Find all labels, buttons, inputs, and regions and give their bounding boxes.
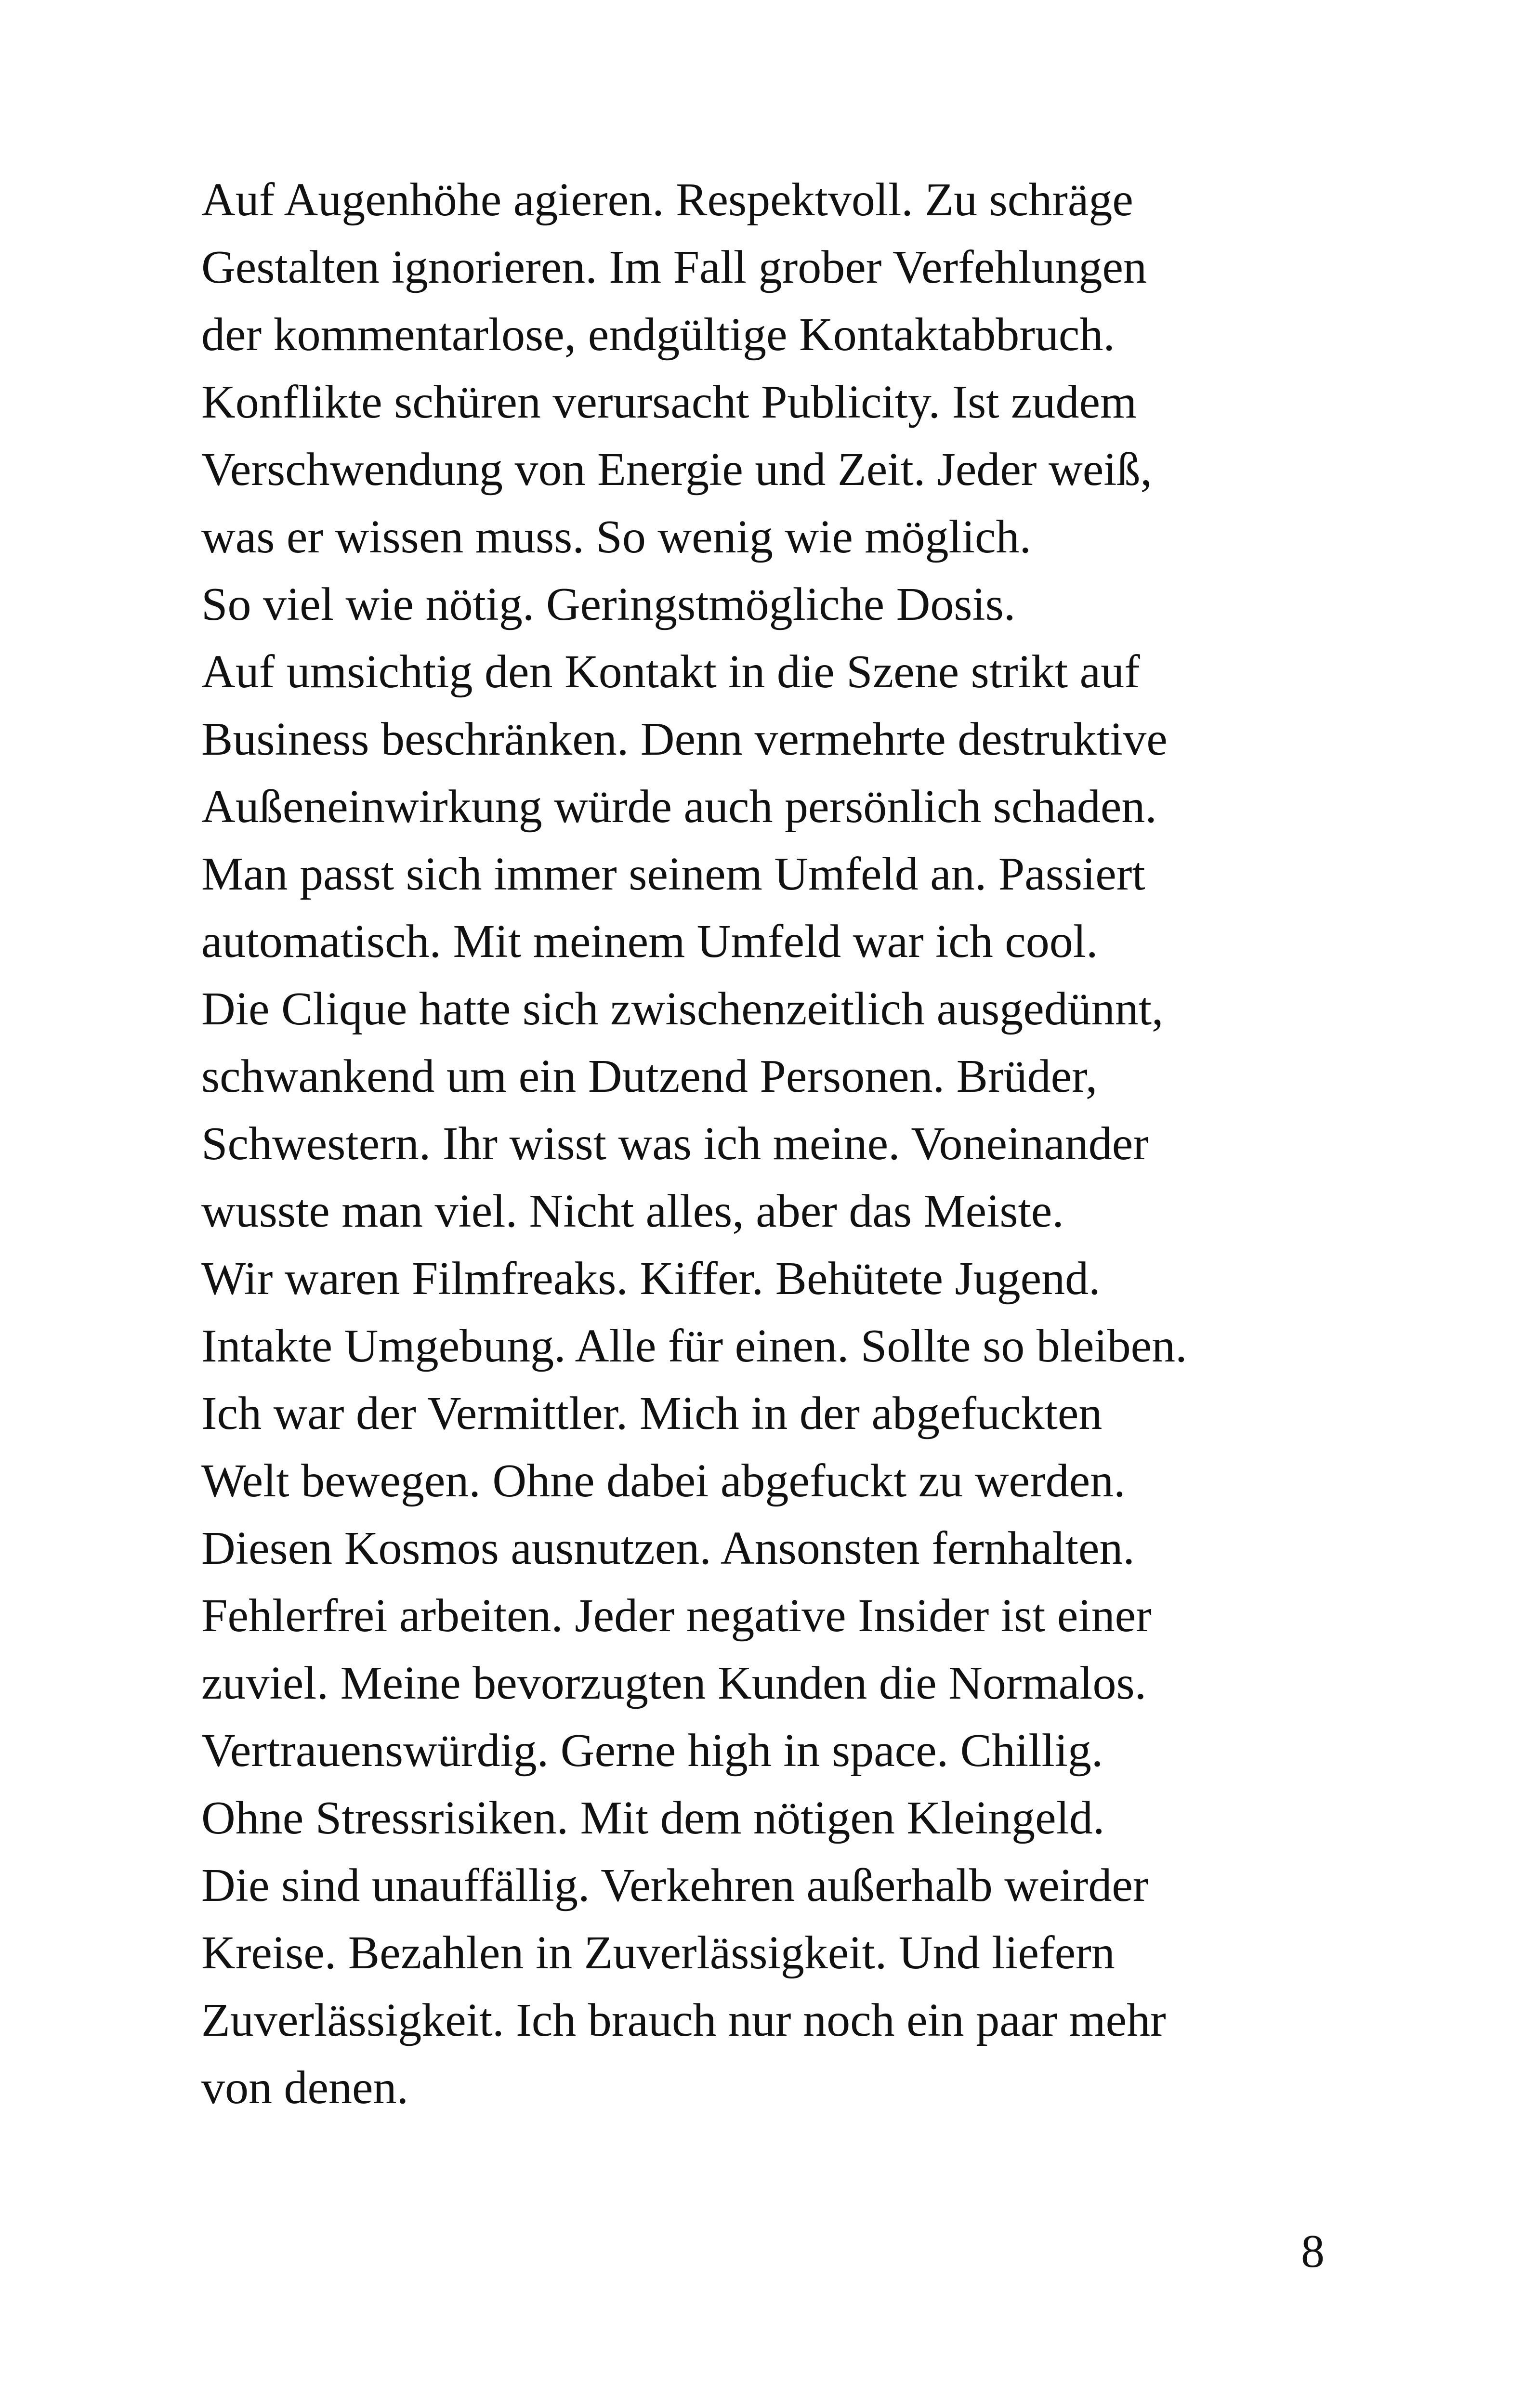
- text-line: Intakte Umgebung. Alle für einen. Sollte so bleiben.: [201, 1320, 1187, 1372]
- text-line: Die sind unauffällig. Verkehren außerhalb weirder: [201, 1859, 1149, 1911]
- text-line: Zuverlässigkeit. Ich brauch nur noch ein paar mehr: [201, 1994, 1166, 2046]
- text-line: was er wissen muss. So wenig wie möglich.: [201, 511, 1031, 563]
- text-line: Auf Augenhöhe agieren. Respektvoll. Zu schräge: [201, 174, 1133, 226]
- text-line: Außeneinwirkung würde auch persönlich schaden.: [201, 781, 1157, 833]
- text-line: Ohne Stressrisiken. Mit dem nötigen Kleingeld.: [201, 1792, 1105, 1844]
- text-line: Wir waren Filmfreaks. Kiffer. Behütete Jugend.: [201, 1253, 1101, 1305]
- text-line: schwankend um ein Dutzend Personen. Brüder,: [201, 1050, 1098, 1102]
- text-line: der kommentarlose, endgültige Kontaktabbruch.: [201, 309, 1115, 361]
- body-text: [201, 166, 1348, 2121]
- page-number: 8: [1301, 2225, 1325, 2277]
- text-line: Verschwendung von Energie und Zeit. Jeder weiß,: [201, 444, 1152, 496]
- text-line: von denen.: [201, 2062, 408, 2114]
- text-line: Kreise. Bezahlen in Zuverlässigkeit. Und liefern: [201, 1927, 1115, 1979]
- text-line: Man passt sich immer seinem Umfeld an. Passiert: [201, 848, 1145, 900]
- text-line: Schwestern. Ihr wisst was ich meine. Voneinander: [201, 1118, 1149, 1170]
- text-line: wusste man viel. Nicht alles, aber das Meiste.: [201, 1185, 1064, 1237]
- text-line: Die Clique hatte sich zwischenzeitlich ausgedünnt,: [201, 983, 1164, 1035]
- text-line: Gestalten ignorieren. Im Fall grober Verfehlungen: [201, 241, 1147, 293]
- text-line: Diesen Kosmos ausnutzen. Ansonsten fernhalten.: [201, 1522, 1135, 1574]
- text-line: Konflikte schüren verursacht Publicity. Ist zudem: [201, 376, 1137, 428]
- text-line: zuviel. Meine bevorzugten Kunden die Normalos.: [201, 1657, 1147, 1709]
- text-line: Welt bewegen. Ohne dabei abgefuckt zu werden.: [201, 1455, 1126, 1507]
- text-line: automatisch. Mit meinem Umfeld war ich cool.: [201, 916, 1098, 968]
- text-line: Auf umsichtig den Kontakt in die Szene strikt auf: [201, 646, 1140, 698]
- text-line: So viel wie nötig. Geringstmögliche Dosis.: [201, 578, 1016, 630]
- text-line: Ich war der Vermittler. Mich in der abgefuckten: [201, 1387, 1103, 1440]
- text-line: Fehlerfrei arbeiten. Jeder negative Insider ist einer: [201, 1590, 1152, 1642]
- text-line: Vertrauenswürdig. Gerne high in space. Chillig.: [201, 1725, 1103, 1777]
- text-line: Business beschränken. Denn vermehrte destruktive: [201, 713, 1168, 765]
